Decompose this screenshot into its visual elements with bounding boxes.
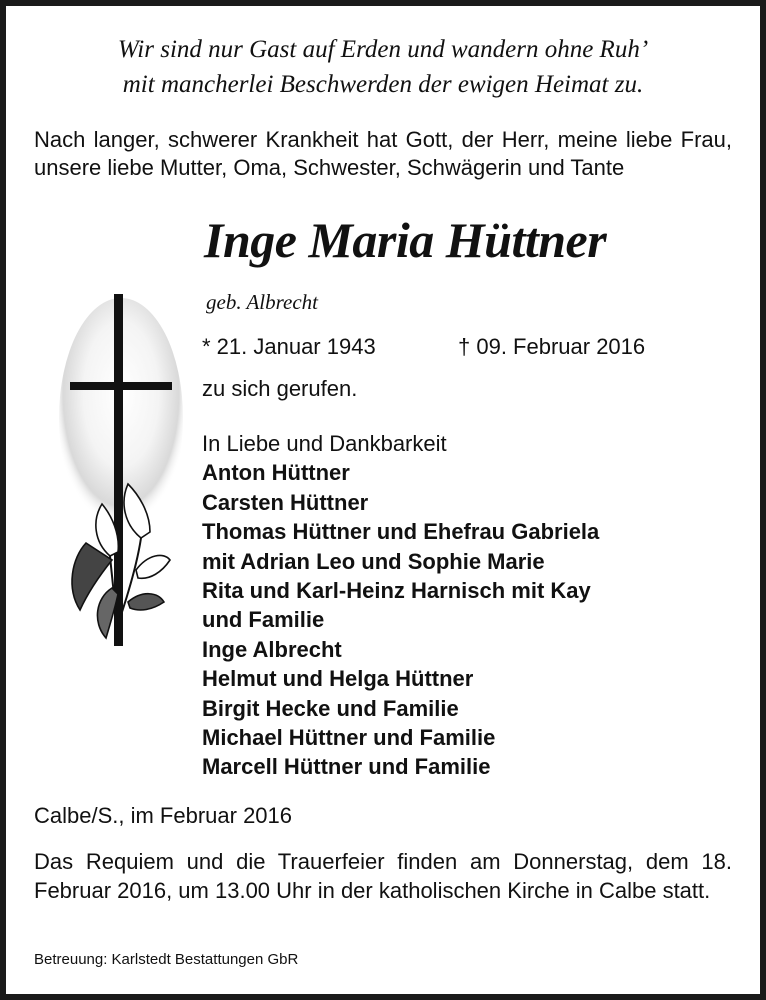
mourner: Helmut und Helga Hüttner: [202, 666, 474, 692]
called-home-text: zu sich gerufen.: [202, 376, 358, 401]
verse-line-2: mit mancherlei Beschwerden der ewigen Heimat zu.: [122, 71, 644, 98]
mourner: Carsten Hüttner: [202, 489, 369, 515]
birth-date: * 21. Januar 1943: [202, 334, 376, 359]
mourner: Rita und Karl-Heinz Harnisch mit Kay: [202, 578, 591, 604]
mourner: mit Adrian Leo und Sophie Marie: [202, 548, 545, 574]
place-and-date: Calbe/S., im Februar 2016: [34, 803, 293, 828]
mourner: Anton Hüttner: [202, 460, 350, 486]
mourner: und Familie: [202, 607, 325, 633]
verse: [6, 32, 760, 102]
birth-name: geb. Albrecht: [206, 290, 318, 314]
deceased-name: Inge Maria Hüttner: [204, 212, 607, 268]
mourner: Thomas Hüttner und Ehefrau Gabriela: [202, 519, 600, 545]
funeral-home-credit: Betreuung: Karlstedt Bestattungen GbR: [34, 951, 299, 968]
mourner: Michael Hüttner und Familie: [202, 725, 496, 751]
cross-with-calla-lilies-icon: [46, 288, 196, 656]
mourner: Marcell Hüttner und Familie: [202, 754, 491, 780]
death-date: † 09. Februar 2016: [458, 334, 646, 359]
verse-line-1: Wir sind nur Gast auf Erden und wandern ohne Ruh’: [117, 36, 649, 63]
mourners-list: [202, 429, 599, 782]
intro-text: Nach langer, schwerer Krankheit hat Gott, der Herr, meine liebe Frau, unsere liebe Mutter, Oma, Schwester, Schwägerin und Tante: [34, 127, 732, 180]
mourner: Inge Albrecht: [202, 636, 342, 662]
cross-horizontal-beam: [70, 382, 172, 390]
mourners-intro: In Liebe und Dankbarkeit: [202, 431, 447, 456]
service-notice: Das Requiem und die Trauerfeier finden am Donnerstag, dem 18. Februar 2016, um 13.00 Uhr in der katholischen Kirche in Calbe statt.: [34, 849, 732, 903]
mourner: Birgit Hecke und Familie: [202, 695, 459, 721]
